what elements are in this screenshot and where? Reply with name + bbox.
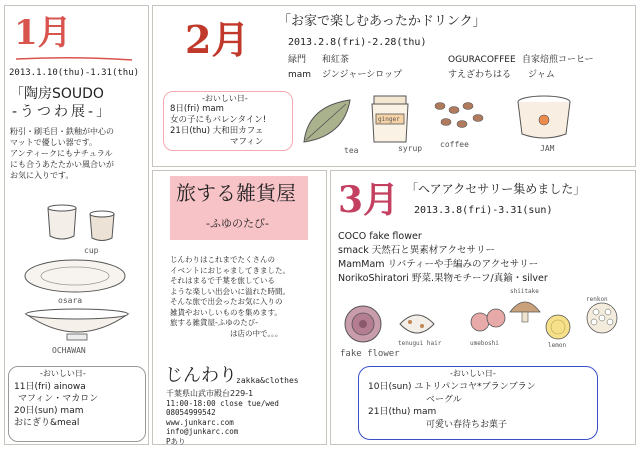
january-exhibit-title-1: 「陶房SOUDO [10, 86, 104, 102]
vendor-shop: mam [288, 70, 312, 80]
january-desc-line: マットで優しい器です。 [10, 138, 98, 147]
lemon-label: lemon [548, 342, 567, 349]
parking: Pあり [166, 436, 186, 446]
vendor-item: ジャム [528, 70, 555, 80]
coffee-beans-icon [430, 96, 490, 136]
ginger-label: ginger [378, 116, 400, 123]
oishii-item: マフィン [230, 137, 264, 147]
desc-line: そんな旅で出会ったお気に入りの [170, 297, 283, 306]
january-oishii-title: -おいしい日- [40, 369, 86, 378]
oishii-item: 21日(thu) 大和田カフェ [170, 126, 264, 136]
january-exhibit-title-2: -うつわ展-」 [12, 104, 114, 120]
shiitake-icon [508, 294, 542, 324]
tenugui-label: tenugui hair [398, 340, 442, 347]
january-desc-line: 粉引・刷毛目・鉄釉が中心の [10, 127, 114, 136]
tea-label: tea [344, 146, 359, 155]
osara-label: osara [58, 296, 83, 305]
fake-flower-icon [338, 300, 388, 348]
march-event-title: 「ヘアアクセサリー集めました」 [406, 182, 586, 196]
desc-line: 雑貨やおいしいものを集めます。 [170, 307, 282, 317]
desc-line: それはまるで千葉を旅している [170, 276, 275, 285]
february-oishii-list [170, 104, 266, 148]
coffee-label: coffee [440, 140, 469, 149]
phone: 08054999542 [166, 408, 216, 417]
february-dates: 2013.2.8(fri)-2.28(thu) [288, 37, 427, 48]
march-title: 3月 [338, 179, 400, 221]
brand-sub: zakka&clothes [236, 376, 299, 385]
vendor-line: MamMam リバティーや手編みのアクセサリー [338, 259, 539, 270]
january-dates: 2013.1.10(thu)-1.31(thu) [9, 68, 140, 78]
january-desc-line: にも合うあたたかい風合いが [10, 160, 114, 169]
jam-pot-icon [514, 92, 574, 142]
january-description [10, 126, 146, 181]
march-dates: 2013.3.8(fri)-3.31(sun) [414, 205, 553, 216]
umeboshi-label: umeboshi [470, 340, 499, 347]
vendor-item: 自家焙煎コーヒー [522, 55, 594, 65]
bowl-illustration [22, 306, 132, 346]
vendor-item: ジンジャーシロップ [322, 70, 403, 80]
shop-contact [166, 389, 279, 446]
desc-line: ような楽しい出会いに溢れた時間。 [170, 286, 290, 296]
renkon-icon [582, 300, 622, 336]
hours: 11:00-18:00 close tue/wed [166, 398, 279, 408]
oishii-item: 10日(sun) ユトリパンコヤ*ブランブラン [368, 382, 536, 392]
desc-line: じんわりはこれまでたくさんの [170, 255, 275, 264]
tenugui-icon [398, 308, 436, 338]
shop-description [170, 255, 290, 339]
desc-line: 旅する雑貨屋-ふゆのたび- [170, 318, 258, 327]
brand-name: じんわり [165, 365, 237, 386]
desc-line: は店の中で。。。 [230, 328, 283, 338]
tea-leaf-icon [298, 96, 358, 148]
syrup-label: syrup [398, 144, 423, 153]
march-oishii-title: -おいしい日- [450, 369, 496, 378]
vendor-line: COCO fake flower [338, 231, 422, 242]
shop-subtitle: -ふゆのたび- [206, 217, 269, 230]
website-link[interactable]: www.junkarc.com [166, 417, 234, 427]
oishii-item: ベーグル [426, 394, 462, 405]
oishii-item: 8日(fri) mam [170, 104, 224, 114]
vendor-line: smack 天然石と異素材アクセサリー [338, 245, 495, 256]
plate-illustration [20, 256, 130, 296]
oishii-item: 21日(thu) mam [368, 407, 437, 417]
ochawan-label: OCHAWAN [52, 346, 86, 355]
vendor-shop: すえざわちはる [448, 70, 512, 80]
cup-label: cup [84, 246, 99, 255]
january-oishii-list [14, 381, 98, 429]
february-oishii-title: -おいしい日- [202, 94, 248, 103]
vendor-shop: 緑門 [288, 55, 307, 65]
january-desc-line: お気に入りです。 [10, 171, 74, 180]
desc-line: イベントにおじゃましてきました。 [170, 265, 290, 275]
vendor-shop: OGURACOFFEE [448, 55, 516, 65]
march-vendor-list [338, 230, 548, 286]
email-link[interactable]: info@junkarc.com [166, 427, 239, 436]
oishii-item: マフィン・マカロン [18, 394, 99, 404]
cup-illustration [40, 198, 130, 248]
february-title: 2月 [185, 17, 250, 62]
oishii-item: 可愛い春待ちお菓子 [426, 419, 508, 430]
lemon-icon [540, 312, 576, 342]
january-underline [14, 56, 134, 62]
oishii-item: 女の子にもバレンタイン! [170, 115, 267, 125]
oishii-item: 11日(fri) ainowa [14, 382, 86, 392]
address: 千葉県山武市殿台229-1 [166, 389, 254, 398]
march-oishii-list [368, 381, 536, 431]
umeboshi-icon [468, 300, 508, 340]
renkon-label: renkon [586, 296, 608, 303]
january-title: 1月 [14, 13, 72, 53]
oishii-item: 20日(sun) mam [14, 406, 84, 416]
vendor-line: NorikoShiratori 野菜.果物モチーフ/真鍮・silver [338, 273, 548, 284]
oishii-item: おにぎり&meal [14, 418, 80, 428]
shiitake-label: shiitake [510, 288, 539, 295]
fake-flower-label: fake flower [340, 349, 400, 359]
january-desc-line: アンティークにもナチュラル [10, 149, 113, 158]
jam-label: JAM [540, 144, 555, 153]
february-event-title: 「お家で楽しむあったかドリンク」 [278, 14, 486, 29]
shop-title: 旅する雑貨屋 [176, 181, 296, 205]
vendor-item: 和紅茶 [322, 55, 350, 65]
